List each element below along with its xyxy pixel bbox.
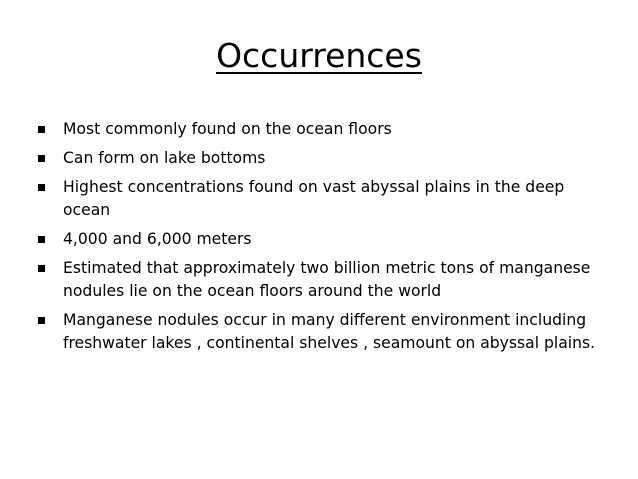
bullet-item	[38, 257, 598, 303]
square-bullet-icon	[38, 236, 45, 243]
bullet-item	[38, 147, 598, 170]
bullet-item	[38, 118, 598, 141]
square-bullet-icon	[38, 317, 45, 324]
slide-title	[0, 34, 638, 78]
square-bullet-icon	[38, 265, 45, 272]
bullet-text: 4,000 and 6,000 meters	[63, 230, 252, 248]
bullet-text: Highest concentrations found on vast abyssal plains in the deep ocean	[63, 178, 565, 219]
bullet-item	[38, 176, 598, 222]
square-bullet-icon	[38, 184, 45, 191]
bullet-text: Manganese nodules occur in many different environment including freshwater lakes , continental shelves , seamount on abyssal plains.	[63, 311, 596, 352]
slide-title-text: Occurrences	[216, 36, 422, 75]
bullet-text: Estimated that approximately two billion metric tons of manganese nodules lie on the ocean floors around the world	[63, 259, 591, 300]
bullet-item	[38, 228, 598, 251]
bullet-text: Can form on lake bottoms	[63, 149, 266, 167]
bullet-text: Most commonly found on the ocean floors	[63, 120, 392, 138]
bullet-list	[38, 118, 598, 361]
square-bullet-icon	[38, 155, 45, 162]
square-bullet-icon	[38, 126, 45, 133]
bullet-item	[38, 309, 598, 355]
